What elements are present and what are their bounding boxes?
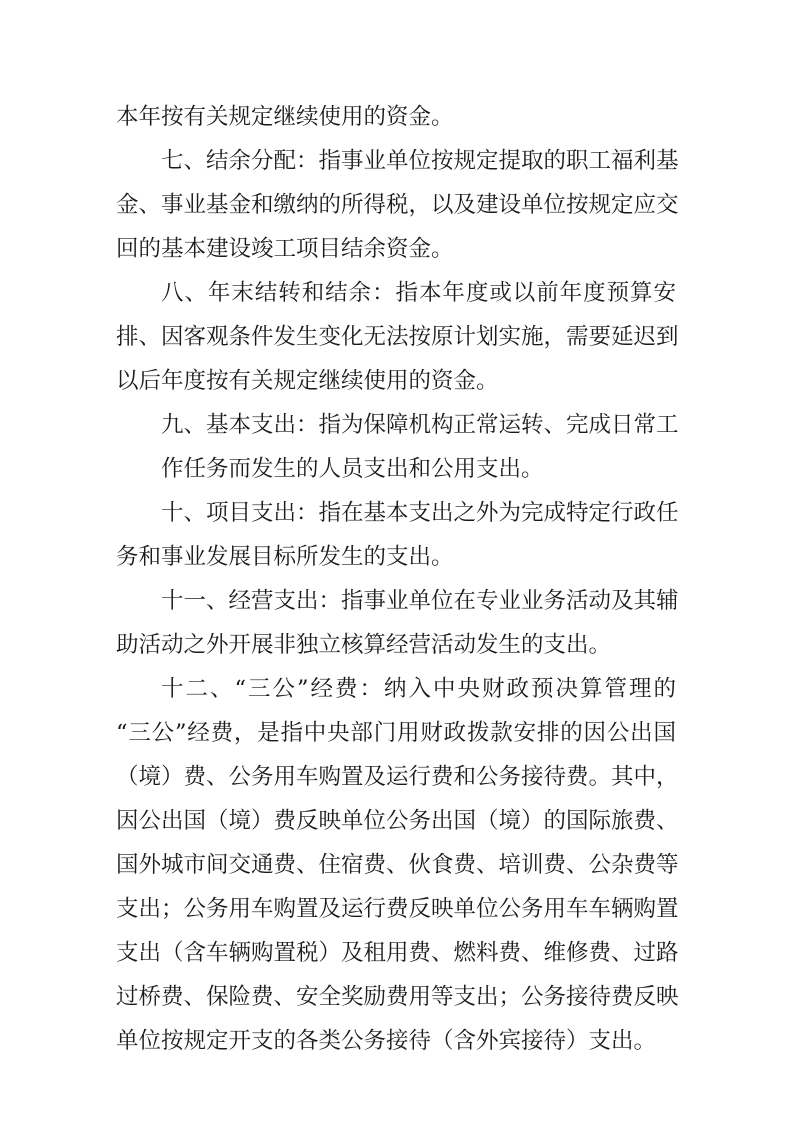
text-line: 作任务而发生的人员支出和公用支出。 [161, 456, 544, 482]
section-heading-twelve: 十二、“三公”经费：纳入中央财政预决算管理的 [161, 676, 676, 702]
text-line: （境）费、公务用车购置及运行费和公务接待费。其中， [116, 764, 679, 790]
section-heading-nine: 九、基本支出：指为保障机构正常运转、完成日常工 [161, 412, 679, 438]
text-line: 务和事业发展目标所发生的支出。 [116, 544, 454, 570]
text-line: 国外城市间交通费、住宿费、伙食费、培训费、公杂费等 [116, 852, 679, 878]
text-line: “三公”经费，是指中央部门用财政拨款安排的因公出国 [116, 720, 676, 746]
text-line: 金、事业基金和缴纳的所得税，以及建设单位按规定应交 [116, 192, 679, 218]
text-line: 过桥费、保险费、安全奖励费用等支出；公务接待费反映 [116, 984, 679, 1010]
section-heading-eight: 八、年末结转和结余：指本年度或以前年度预算安 [161, 280, 676, 306]
text-line: 单位按规定开支的各类公务接待（含外宾接待）支出。 [116, 1028, 657, 1054]
text-line: 排、因客观条件发生变化无法按原计划实施，需要延迟到 [116, 324, 679, 350]
text-line: 因公出国（境）费反映单位公务出国（境）的国际旅费、 [116, 808, 679, 834]
text-line: 回的基本建设竣工项目结余资金。 [116, 236, 454, 262]
section-heading-seven: 七、结余分配：指事业单位按规定提取的职工福利基 [161, 148, 679, 174]
text-line: 以后年度按有关规定继续使用的资金。 [116, 368, 499, 394]
text-line: 支出（含车辆购置税）及租用费、燃料费、维修费、过路 [116, 940, 679, 966]
section-heading-ten: 十、项目支出：指在基本支出之外为完成特定行政任 [161, 500, 679, 526]
text-line: 支出；公务用车购置及运行费反映单位公务用车车辆购置 [116, 896, 679, 922]
text-line: 助活动之外开展非独立核算经营活动发生的支出。 [116, 632, 612, 658]
text-line: 本年按有关规定继续使用的资金。 [116, 104, 454, 130]
section-heading-eleven: 十一、经营支出：指事业单位在专业业务活动及其辅 [161, 588, 679, 614]
